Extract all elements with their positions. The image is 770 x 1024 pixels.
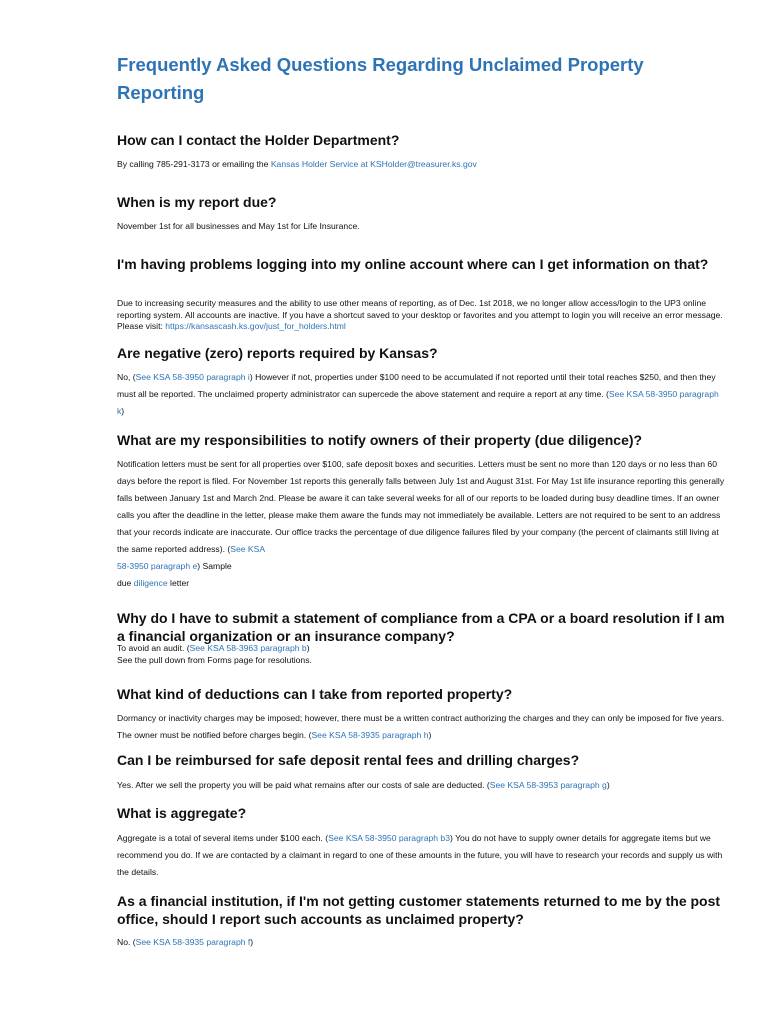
answer-aggregate-text-2: ) You do not have to supply owner details for aggregate items but we recommend you do. If we are contacted by a claimant in regard to one of these amounts in the future, you will have to research your records and supply us with the details. bbox=[117, 833, 723, 877]
answer-financial bbox=[117, 935, 727, 949]
answer-contact-text: By calling 785-291-3173 or emailing the bbox=[117, 159, 271, 169]
holder-email-link[interactable]: Kansas Holder Service at KSHolder@treasurer.ks.gov bbox=[270, 159, 477, 169]
answer-login-text: Due to increasing security measures and the ability to use other means of reporting, as of Dec. 1st 2018, we no longer allow access/login to the UP3 online reporting system. All accounts are inactive. If you have a shortcut saved to your desktop or favorites and you attempt to login you will receive an error message. Please visit: bbox=[117, 298, 723, 331]
question-negative: Are negative (zero) reports required by Kansas? bbox=[117, 345, 438, 361]
question-diligence: What are my responsibilities to notify owners of their property (due diligence)? bbox=[117, 432, 643, 448]
question-reimbursed: Can I be reimbursed for safe deposit rental fees and drilling charges? bbox=[117, 752, 580, 768]
diligence-letter-link[interactable]: diligence bbox=[133, 578, 168, 588]
answer-negative-text-1: No, ( bbox=[117, 372, 136, 382]
answer-deductions bbox=[117, 710, 727, 744]
answer-financial-text-1: No. ( bbox=[117, 937, 136, 947]
holders-page-link[interactable]: https://kansascash.ks.gov/just_for_holders.html bbox=[165, 321, 346, 331]
question-due: When is my report due? bbox=[117, 194, 277, 210]
answer-contact bbox=[117, 157, 727, 171]
answer-aggregate bbox=[117, 830, 727, 881]
ksa-58-3950-k-link[interactable]: See KSA 58-3950 paragraph k bbox=[117, 389, 719, 416]
answer-compliance-text-2: ) bbox=[306, 643, 310, 653]
question-financial: As a financial institution, if I'm not getting customer statements returned to me by the post office, should I report such accounts as unclaimed property? bbox=[117, 893, 721, 927]
answer-reimbursed-text-2: ) bbox=[606, 780, 610, 790]
answer-login bbox=[117, 298, 727, 333]
ksa-58-3935-h-link[interactable]: See KSA 58-3935 paragraph h bbox=[311, 730, 429, 740]
ksa-58-3963-b-link[interactable]: See KSA 58-3963 paragraph b bbox=[189, 643, 307, 653]
answer-negative-text-2: ) However if not, properties under $100 need to be accumulated if not reported until their total reaches $250, and then they must all be reported. The unclaimed property administrator can supercede the above statement and require a report at any time. ( bbox=[117, 372, 716, 399]
answer-diligence bbox=[117, 456, 727, 592]
ksa-58-3935-f-link[interactable]: See KSA 58-3935 paragraph f bbox=[135, 937, 251, 947]
answer-financial-text-2: ) bbox=[250, 937, 254, 947]
page-title: Frequently Asked Questions Regarding Unclaimed Property Reporting bbox=[117, 54, 644, 103]
question-login: I'm having problems logging into my online account where can I get information on that? bbox=[117, 256, 709, 272]
answer-reimbursed-text-1: Yes. After we sell the property you will be paid what remains after our costs of sale are deducted. ( bbox=[117, 780, 490, 790]
answer-diligence-text-1: Notification letters must be sent for all properties over $100, safe deposit boxes and securities. Letters must be sent no more than 120 days or no less than 60 days before the report is filed. For November 1st reports this generally falls between July 1st and August 31st. For May 1st life insurance reporting this generally falls between January 1st and March 2nd. Please be aware it can take several weeks for all of our reports to be loaded during busy deadline times. If an owner calls you after the deadline in the letter, please make them aware the funds may not immediately be available. Letters are not required to be sent to an address that your records indicate are inaccurate. Our office tracks the percentage of due diligence failures filed by your company (the percent of claimants still living at the same reported address). ( bbox=[117, 459, 725, 554]
ksa-58-3950-e-link-a[interactable]: See KSA bbox=[230, 544, 266, 554]
question-compliance: Why do I have to submit a statement of compliance from a CPA or a board resolution if I am a financial organization or an insurance company? bbox=[117, 610, 725, 644]
ksa-58-3950-b3-link[interactable]: See KSA 58-3950 paragraph b3 bbox=[328, 833, 450, 843]
answer-reimbursed bbox=[117, 778, 727, 792]
answer-diligence-text-2: ) Sample bbox=[197, 561, 232, 571]
answer-compliance bbox=[117, 643, 727, 666]
question-contact: How can I contact the Holder Department? bbox=[117, 132, 400, 148]
answer-diligence-text-3: due bbox=[117, 578, 134, 588]
answer-compliance-text-3: See the pull down from Forms page for resolutions. bbox=[117, 654, 312, 665]
answer-aggregate-text-1: Aggregate is a total of several items under $100 each. ( bbox=[117, 833, 329, 843]
answer-deductions-text-2: ) bbox=[428, 730, 432, 740]
ksa-58-3950-e-link-b[interactable]: 58-3950 paragraph e bbox=[117, 561, 198, 571]
question-aggregate: What is aggregate? bbox=[117, 805, 247, 821]
question-deductions: What kind of deductions can I take from reported property? bbox=[117, 686, 513, 702]
ksa-58-3950-i-link[interactable]: See KSA 58-3950 paragraph i bbox=[135, 372, 250, 382]
answer-compliance-text-1: To avoid an audit. ( bbox=[117, 643, 190, 653]
answer-negative bbox=[117, 369, 727, 420]
answer-diligence-text-4: letter bbox=[167, 578, 190, 588]
answer-deductions-text-1: Dormancy or inactivity charges may be imposed; however, there must be a written contract authorizing the charges and they can only be imposed for five years. The owner must be notified before charges begin. ( bbox=[117, 713, 725, 740]
answer-due: November 1st for all businesses and May 1st for Life Insurance. bbox=[117, 221, 360, 231]
answer-negative-text-3: ) bbox=[121, 406, 125, 416]
ksa-58-3953-g-link[interactable]: See KSA 58-3953 paragraph g bbox=[489, 780, 607, 790]
